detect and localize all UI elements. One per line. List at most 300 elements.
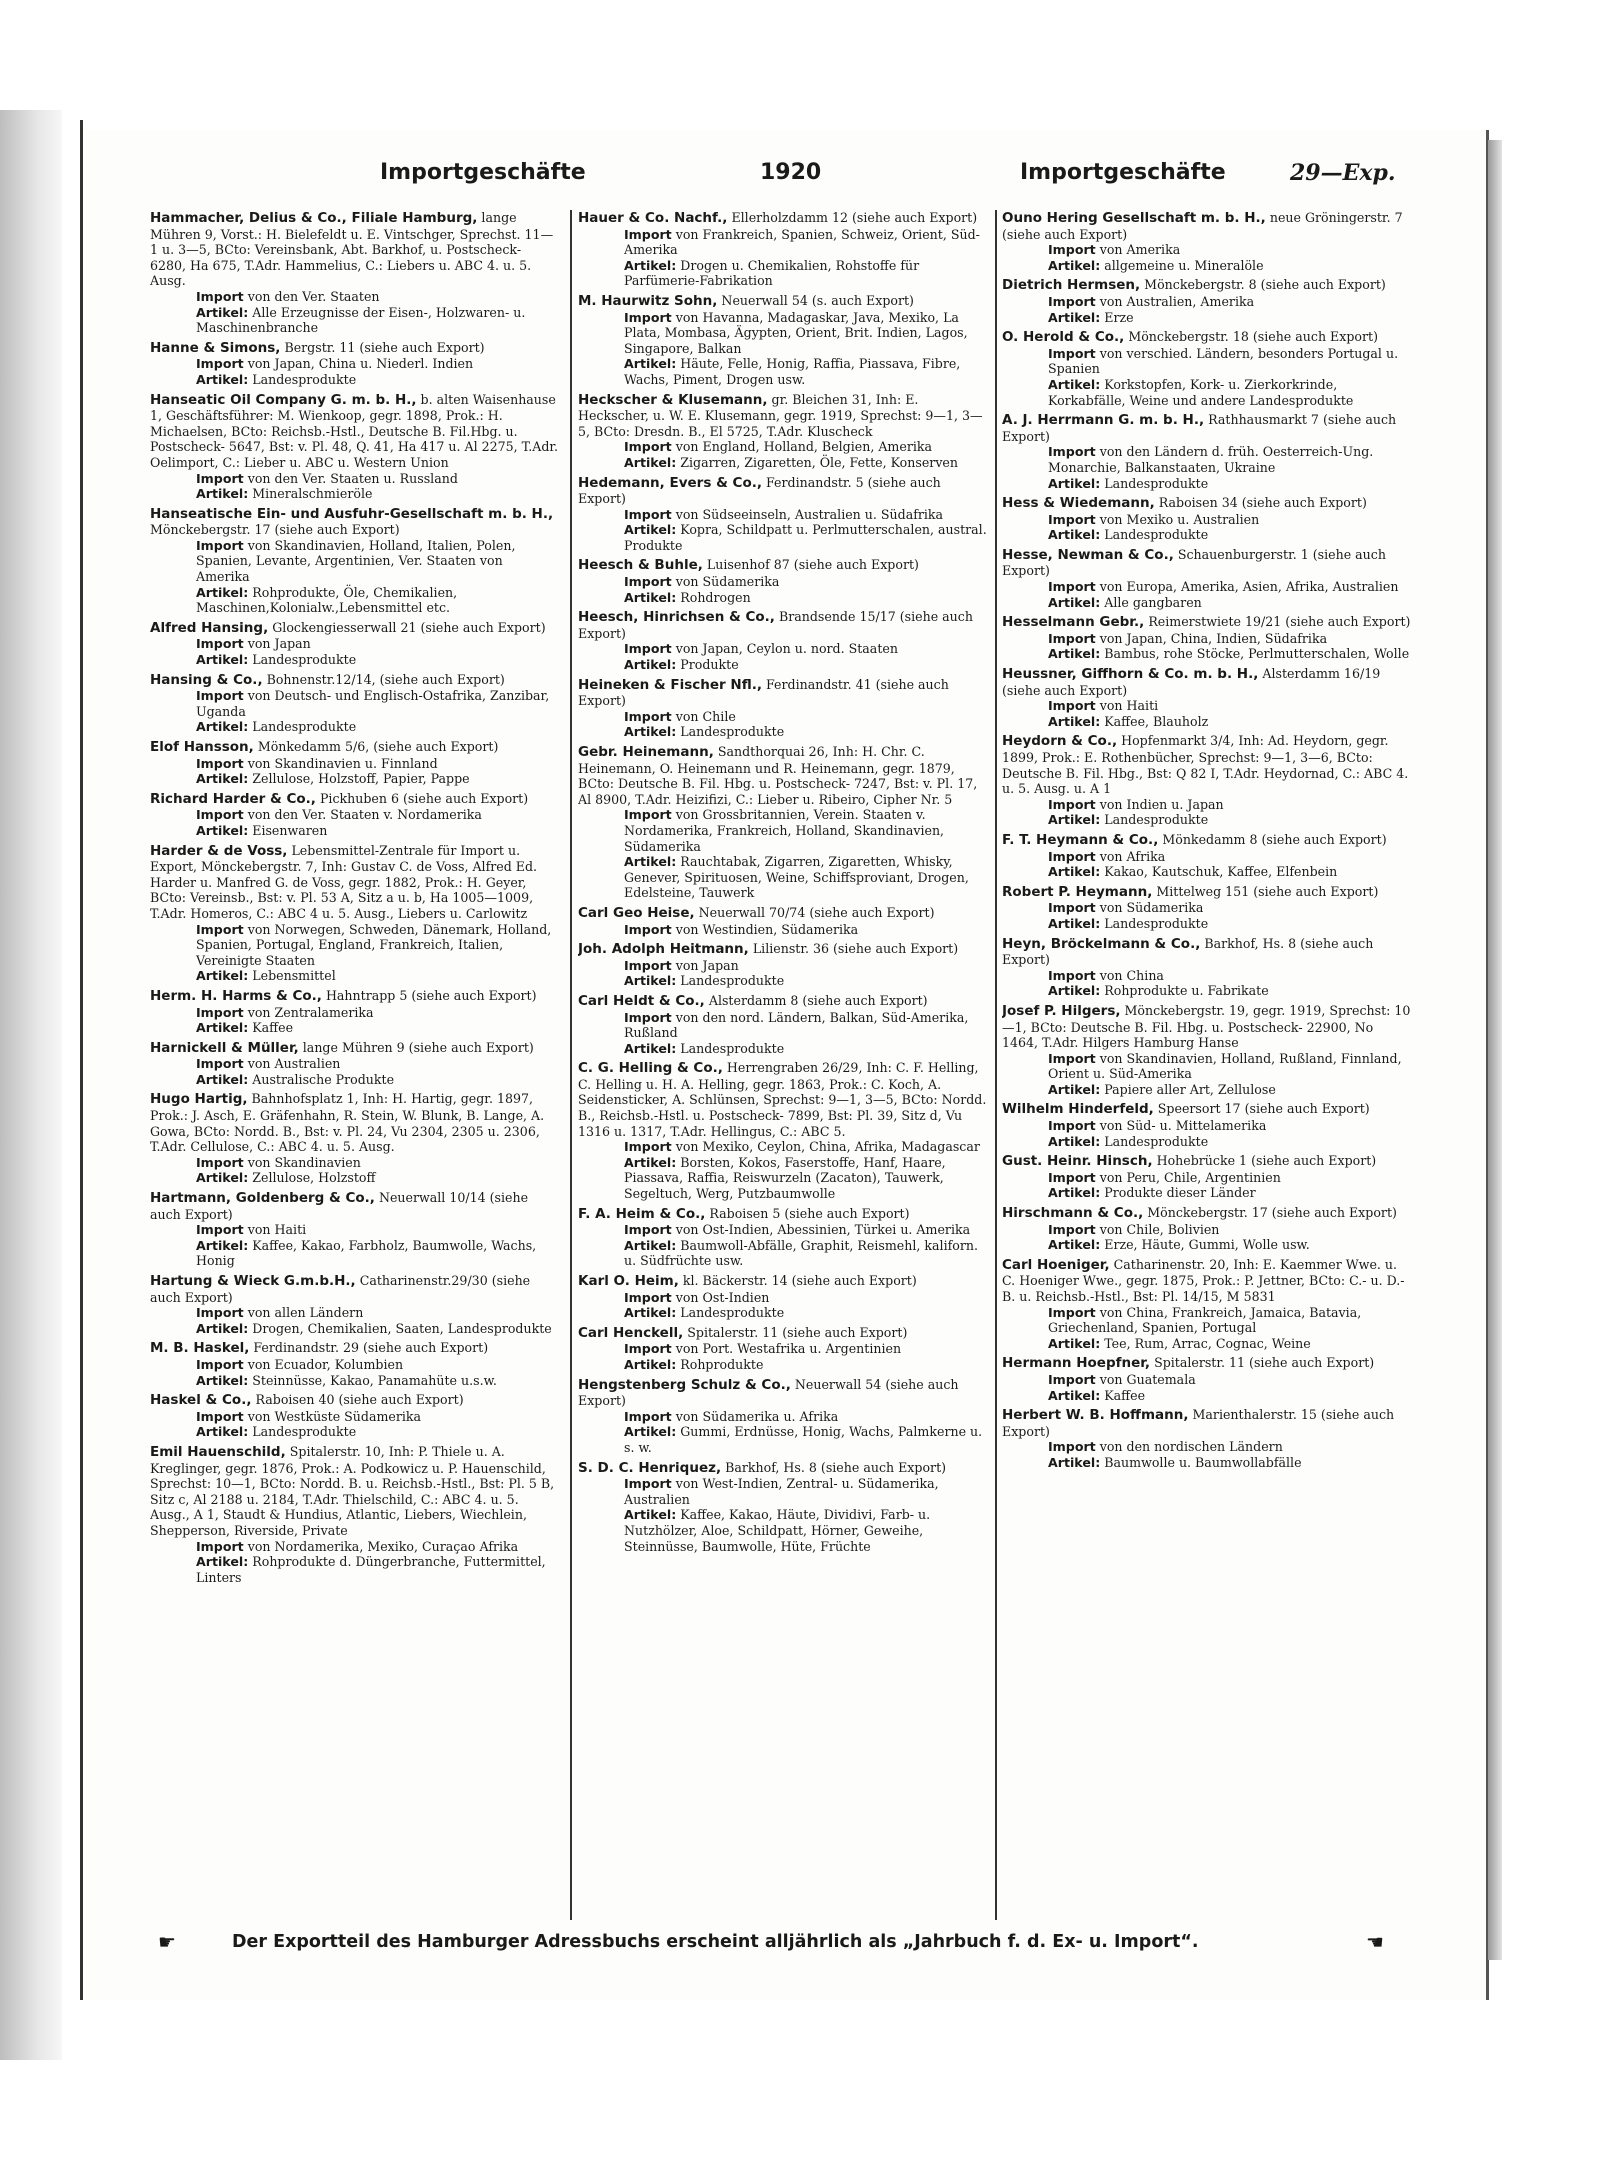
- directory-entry: [1002, 832, 1412, 880]
- detail-keyword: Artikel:: [624, 1305, 677, 1321]
- detail-keyword: Artikel:: [1048, 1387, 1101, 1403]
- detail-keyword: Artikel:: [1048, 309, 1101, 325]
- entry-heading: [578, 941, 988, 958]
- detail-keyword: Artikel:: [196, 1372, 249, 1388]
- detail-text: Rohprodukte: [680, 1356, 764, 1372]
- entry-detail-line: [1002, 1185, 1412, 1201]
- entry-detail-line: [150, 1424, 560, 1440]
- entry-detail-line: [578, 1409, 988, 1425]
- firm-address: Catharinenstr. 20, Inh: E. Kaemmer Wwe. u. C. Hoeniger Wwe., gegr. 1875, Prok.: P. Jettner, BCto: C.- u. D.-B. u. Reichsb.-Hstl., Bst: Pl. 14/15, M 5831: [1002, 1256, 1405, 1304]
- detail-text: von Skandinavien, Holland, Rußland, Finnland, Orient u. Süd-Amerika: [1048, 1050, 1402, 1082]
- directory-entry: [150, 620, 560, 668]
- firm-name: Harnickell & Müller,: [150, 1039, 299, 1056]
- detail-text: von Mexiko, Ceylon, China, Afrika, Madagascar: [675, 1139, 980, 1155]
- entry-detail-line: [578, 807, 988, 854]
- detail-keyword: Artikel:: [624, 657, 677, 673]
- entry-heading: [150, 1190, 560, 1222]
- detail-text: von Skandinavien: [247, 1154, 361, 1170]
- detail-keyword: Artikel:: [1048, 376, 1101, 392]
- directory-entry: [578, 609, 988, 672]
- firm-name: M. Haurwitz Sohn,: [578, 292, 718, 309]
- firm-name: Hugo Hartig,: [150, 1091, 248, 1108]
- firm-name: Heesch & Buhle,: [578, 557, 703, 574]
- detail-text: von Westindien, Südamerika: [675, 921, 859, 937]
- detail-text: von Zentralamerika: [247, 1004, 374, 1020]
- detail-keyword: Import: [196, 1305, 244, 1321]
- directory-entry: [578, 993, 988, 1056]
- entry-detail-line: [150, 1539, 560, 1555]
- detail-text: von Japan, Ceylon u. nord. Staaten: [675, 641, 898, 657]
- directory-entry: [150, 1340, 560, 1388]
- running-header: [130, 160, 1420, 200]
- entry-detail-line: [578, 439, 988, 455]
- entry-detail-line: [578, 641, 988, 657]
- detail-text: von Ecuador, Kolumbien: [247, 1356, 404, 1372]
- directory-entry: [578, 392, 988, 471]
- entry-detail-line: [578, 724, 988, 740]
- header-left-title: Importgeschäfte: [380, 160, 586, 185]
- firm-address: Brandsende 15/17 (siehe auch Export): [578, 609, 973, 641]
- entry-detail-line: [1002, 968, 1412, 984]
- firm-address: Bohnenstr.12/14, (siehe auch Export): [266, 671, 505, 687]
- firm-address: Raboisen 34 (siehe auch Export): [1158, 495, 1367, 511]
- entry-heading: [1002, 412, 1412, 444]
- detail-keyword: Artikel:: [1048, 1133, 1101, 1149]
- detail-keyword: Artikel:: [624, 454, 677, 470]
- detail-keyword: Artikel:: [1048, 983, 1101, 999]
- directory-entry: [1002, 1257, 1412, 1352]
- detail-keyword: Artikel:: [1048, 1237, 1101, 1253]
- detail-text: von Europa, Amerika, Asien, Afrika, Australien: [1099, 579, 1399, 595]
- firm-address: Spitalerstr. 11 (siehe auch Export): [1154, 1355, 1375, 1371]
- directory-entry: [1002, 1407, 1412, 1470]
- firm-name: Hanseatic Oil Company G. m. b. H.,: [150, 391, 417, 408]
- firm-address: Pickhuben 6 (siehe auch Export): [319, 790, 529, 806]
- entry-detail-line: [1002, 242, 1412, 258]
- entry-detail-line: [150, 1222, 560, 1238]
- directory-entry: [150, 340, 560, 388]
- detail-text: Landesprodukte: [252, 652, 357, 668]
- firm-address: Mönckebergstr. 18 (siehe auch Export): [1128, 329, 1378, 345]
- footer-notice: [150, 1930, 1420, 1964]
- detail-keyword: Artikel:: [196, 304, 249, 320]
- firm-name: Richard Harder & Co.,: [150, 790, 316, 807]
- detail-keyword: Artikel:: [196, 584, 249, 600]
- directory-entry: [578, 1377, 988, 1456]
- detail-keyword: Artikel:: [196, 486, 249, 502]
- directory-entry: [578, 905, 988, 937]
- detail-text: von China, Frankreich, Jamaica, Batavia, Griechenland, Spanien, Portugal: [1048, 1304, 1362, 1336]
- detail-text: Landesprodukte: [1104, 475, 1209, 491]
- entry-detail-line: [150, 538, 560, 585]
- entry-heading: [150, 340, 560, 357]
- firm-name: Ouno Hering Gesellschaft m. b. H.,: [1002, 210, 1266, 226]
- firm-name: Heesch, Hinrichsen & Co.,: [578, 609, 775, 626]
- entry-heading: [1002, 733, 1412, 796]
- directory-entry: [150, 506, 560, 616]
- firm-address: b. alten Waisenhause 1, Geschäftsführer: M. Wienkoop, gegr. 1898, Prok.: H. Michaelsen, BCto: Reichsb.-Hstl., Deutsche B. Fil.Hbg. u. Postscheck- 5647, Bst: v. Pl. 48, Q. 41, Ha 417 u. Al 2275, T.Adr. Oelimport, C.: Lieber u. ABC u. Western Union: [150, 391, 559, 470]
- detail-text: Landesprodukte: [680, 973, 785, 989]
- detail-text: Landesprodukte: [252, 719, 357, 735]
- detail-text: von Australien, Amerika: [1099, 293, 1255, 309]
- entry-detail-line: [150, 807, 560, 823]
- detail-keyword: Import: [1048, 1371, 1096, 1387]
- entry-heading: [578, 210, 988, 227]
- firm-name: Hartung & Wieck G.m.b.H.,: [150, 1273, 356, 1289]
- firm-address: Sandthorquai 26, Inh: H. Chr. C. Heinemann, O. Heinemann und R. Heinemann, gegr. 1879, BCto: Deutsche B. Fil. Hbg. u. Postscheck- 7247, Bst: v. Pl. 17, Al 8900, T.Adr. Heizifizi, C.: Lieber u. Ribeiro, Cipher Nr. 5: [578, 744, 978, 807]
- detail-keyword: Import: [624, 574, 672, 590]
- directory-entry: [578, 1273, 988, 1321]
- firm-address: Mönkedamm 8 (siehe auch Export): [1162, 831, 1387, 847]
- firm-address: Mönckebergstr. 19, gegr. 1919, Sprechst: 10—1, BCto: Deutsche B. Fil. Hbg. u. Postscheck- 22900, No 1464, T.Adr. Hilgers Hamburg Hanse: [1002, 1002, 1411, 1051]
- detail-keyword: Import: [1048, 1304, 1096, 1320]
- firm-name: Hesse, Newman & Co.,: [1002, 546, 1174, 563]
- firm-name: Dietrich Hermsen,: [1002, 277, 1141, 294]
- firm-address: Spitalerstr. 10, Inh: P. Thiele u. A. Kreglinger, gegr. 1876, Prok.: A. Podkowicz u. P. Hauenschild, Sprechst: 10—1, BCto: Nordd. B. u. Reichsb.-Hstl., Bst: Pl. 5 B, Sitz c, Al 2188 u. 2184, T.Adr. Thielschild, C.: ABC 4. u. 5. Ausg., A 1, Staudt & Hundius, Atlantic, Liebers, Wiechlein, Shepperson, Riverside, Private: [150, 1443, 555, 1538]
- entry-heading: [150, 1444, 560, 1539]
- detail-keyword: Import: [624, 226, 672, 242]
- directory-entry: [578, 1206, 988, 1269]
- detail-text: von Süd- u. Mittelamerika: [1099, 1118, 1267, 1134]
- firm-name: Harder & de Voss,: [150, 842, 288, 859]
- entry-detail-line: [1002, 1222, 1412, 1238]
- detail-text: Erze: [1104, 309, 1134, 325]
- entry-detail-line: [150, 1409, 560, 1425]
- entry-detail-line: [578, 1341, 988, 1357]
- firm-address: Rathhausmarkt 7 (siehe auch Export): [1002, 412, 1397, 444]
- detail-keyword: Artikel:: [1048, 475, 1101, 491]
- detail-text: Borsten, Kokos, Faserstoffe, Hanf, Haare, Piassava, Raffia, Reiswurzeln (Zacaton), Tauwerk, Segeltuch, Werg, Putzbaumwolle: [624, 1154, 946, 1202]
- firm-address: Luisenhof 87 (siehe auch Export): [706, 557, 919, 573]
- entry-heading: [1002, 1153, 1412, 1170]
- entry-heading: [150, 506, 560, 538]
- detail-text: Rohprodukte u. Fabrikate: [1104, 983, 1269, 999]
- detail-text: von Mexiko u. Australien: [1099, 511, 1260, 527]
- firm-address: Raboisen 5 (siehe auch Export): [709, 1205, 910, 1221]
- detail-keyword: Import: [1048, 796, 1096, 812]
- entry-heading: [1002, 210, 1412, 242]
- entry-heading: [1002, 666, 1412, 698]
- detail-keyword: Import: [624, 1222, 672, 1238]
- entry-detail-line: [1002, 849, 1412, 865]
- detail-keyword: Import: [624, 1289, 672, 1305]
- entry-detail-line: [150, 652, 560, 668]
- directory-entry: [1002, 884, 1412, 932]
- directory-entry: [578, 1325, 988, 1373]
- detail-keyword: Artikel:: [624, 1356, 677, 1372]
- firm-address: Ellerholzdamm 12 (siehe auch Export): [731, 210, 978, 225]
- entry-detail-line: [578, 1139, 988, 1155]
- firm-name: Carl Henckell,: [578, 1324, 684, 1341]
- entry-heading: [578, 293, 988, 310]
- detail-keyword: Import: [624, 309, 672, 325]
- detail-text: von Japan, China, Indien, Südafrika: [1099, 630, 1328, 646]
- detail-text: Drogen u. Chemikalien, Rohstoffe für Parfümerie-Fabrikation: [624, 257, 920, 289]
- entry-heading: [1002, 614, 1412, 631]
- detail-keyword: Artikel:: [1048, 713, 1101, 729]
- detail-keyword: Import: [624, 807, 672, 823]
- detail-keyword: Import: [1048, 630, 1096, 646]
- detail-keyword: Import: [1048, 967, 1096, 983]
- detail-keyword: Import: [196, 807, 244, 823]
- directory-entry: [150, 1444, 560, 1585]
- detail-text: von verschied. Ländern, besonders Portugal u. Spanien: [1048, 345, 1399, 377]
- directory-entry: [150, 1040, 560, 1088]
- entry-heading: [578, 1460, 988, 1477]
- firm-address: lange Mühren 9, Vorst.: H. Bielefeldt u. E. Vintschger, Sprechst. 11—1 u. 3—5, BCto: Vereinsbank, Abt. Barkhof, u. Postscheck- 6280, Ha 675, T.Adr. Hammelius, C.: Liebers u. ABC 4. u. 5. Ausg.: [150, 210, 554, 289]
- detail-keyword: Artikel:: [196, 822, 249, 838]
- directory-entry: [578, 1060, 988, 1201]
- page-edge-shadow: [1488, 140, 1502, 1960]
- firm-name: Hauer & Co. Nachf.,: [578, 210, 728, 226]
- entry-detail-line: [150, 305, 560, 336]
- detail-text: von England, Holland, Belgien, Amerika: [675, 439, 933, 455]
- firm-address: Ferdinandstr. 29 (siehe auch Export): [253, 1340, 489, 1356]
- entry-detail-line: [1002, 512, 1412, 528]
- entry-detail-line: [578, 1222, 988, 1238]
- column-3: [1002, 210, 1412, 1920]
- header-year: 1920: [760, 160, 822, 185]
- column-2: [578, 210, 988, 1920]
- detail-keyword: Artikel:: [624, 724, 677, 740]
- detail-text: Drogen, Chemikalien, Saaten, Landesprodukte: [252, 1320, 552, 1336]
- column-rule: [995, 210, 997, 1920]
- entry-detail-line: [150, 636, 560, 652]
- directory-entry: [150, 843, 560, 984]
- detail-keyword: Import: [1048, 900, 1096, 916]
- detail-keyword: Artikel:: [624, 973, 677, 989]
- entry-detail-line: [150, 1357, 560, 1373]
- directory-entry: [150, 988, 560, 1036]
- detail-keyword: Import: [196, 636, 244, 652]
- entry-detail-line: [150, 1020, 560, 1036]
- detail-text: Landesprodukte: [252, 371, 357, 387]
- detail-text: von Afrika: [1099, 848, 1166, 864]
- entry-detail-line: [1002, 1388, 1412, 1404]
- entry-heading: [578, 993, 988, 1010]
- firm-name: Alfred Hansing,: [150, 619, 269, 636]
- entry-detail-line: [150, 1321, 560, 1337]
- detail-text: von den nordischen Ländern: [1099, 1439, 1283, 1455]
- firm-address: Mönckebergstr. 17 (siehe auch Export): [150, 522, 400, 538]
- detail-text: Kaffee: [1104, 1387, 1146, 1403]
- directory-entry: [1002, 1205, 1412, 1253]
- entry-detail-line: [1002, 294, 1412, 310]
- firm-name: Hansing & Co.,: [150, 671, 263, 688]
- detail-keyword: Import: [196, 1356, 244, 1372]
- detail-text: von Nordamerika, Mexiko, Curaçao Afrika: [247, 1538, 519, 1554]
- entry-heading: [578, 1060, 988, 1139]
- detail-keyword: Import: [624, 1476, 672, 1492]
- detail-text: Australische Produkte: [252, 1071, 395, 1087]
- detail-keyword: Artikel:: [1048, 1081, 1101, 1097]
- firm-name: Hedemann, Evers & Co.,: [578, 474, 762, 491]
- firm-name: Karl O. Heim,: [578, 1273, 679, 1289]
- detail-keyword: Artikel:: [196, 1554, 249, 1570]
- detail-keyword: Import: [624, 708, 672, 724]
- detail-text: allgemeine u. Mineralöle: [1104, 257, 1264, 273]
- detail-keyword: Artikel:: [1048, 1335, 1101, 1351]
- entry-detail-line: [150, 1155, 560, 1171]
- entry-detail-line: [578, 455, 988, 471]
- directory-entry: [150, 1091, 560, 1186]
- directory-entry: [578, 1460, 988, 1555]
- detail-keyword: Artikel:: [624, 1040, 677, 1056]
- entry-detail-line: [1002, 864, 1412, 880]
- detail-text: Landesprodukte: [680, 1040, 785, 1056]
- directory-entry: [578, 293, 988, 388]
- detail-text: von Indien u. Japan: [1099, 796, 1224, 812]
- firm-address: Hahntrapp 5 (siehe auch Export): [325, 987, 537, 1003]
- entry-heading: [150, 672, 560, 689]
- directory-entry: [578, 557, 988, 605]
- entry-heading: [578, 475, 988, 507]
- entry-detail-line: [578, 958, 988, 974]
- detail-keyword: Artikel:: [624, 1507, 677, 1523]
- entry-detail-line: [1002, 698, 1412, 714]
- directory-entry: [1002, 547, 1412, 610]
- detail-keyword: Artikel:: [1048, 1454, 1101, 1470]
- detail-text: Kaffee, Blauholz: [1104, 713, 1209, 729]
- entry-detail-line: [150, 688, 560, 719]
- entry-heading: [1002, 936, 1412, 968]
- detail-text: Rauchtabak, Zigarren, Zigaretten, Whisky, Genever, Spirituosen, Weine, Schiffsproviant, Drogen, Edelsteine, Tauwerk: [624, 854, 969, 901]
- firm-address: Barkhof, Hs. 8 (siehe auch Export): [725, 1459, 947, 1475]
- directory-entry: [1002, 1003, 1412, 1098]
- detail-text: Zigarren, Zigaretten, Öle, Fette, Konserven: [680, 454, 958, 470]
- firm-address: Lilienstr. 36 (siehe auch Export): [752, 941, 959, 957]
- detail-keyword: Import: [624, 957, 672, 973]
- entry-heading: [1002, 277, 1412, 294]
- entry-heading: [150, 791, 560, 808]
- firm-name: Heyn, Bröckelmann & Co.,: [1002, 935, 1201, 952]
- detail-keyword: Import: [1048, 293, 1096, 309]
- firm-address: Barkhof, Hs. 8 (siehe auch Export): [1002, 935, 1374, 968]
- header-right-title: Importgeschäfte: [1020, 160, 1226, 185]
- directory-entry: [1002, 733, 1412, 828]
- entry-detail-line: [578, 709, 988, 725]
- detail-keyword: Import: [624, 506, 672, 522]
- entry-heading: [150, 210, 560, 289]
- entry-heading: [578, 1273, 988, 1290]
- detail-text: Mineralschmieröle: [252, 486, 373, 502]
- detail-text: Zellulose, Holzstoff: [252, 1170, 376, 1186]
- detail-keyword: Artikel:: [624, 1154, 677, 1170]
- detail-text: Landesprodukte: [252, 1424, 357, 1440]
- detail-text: Häute, Felle, Honig, Raffia, Piassava, Fibre, Wachs, Piment, Drogen usw.: [624, 356, 961, 387]
- firm-address: lange Mühren 9 (siehe auch Export): [302, 1039, 534, 1055]
- directory-entry: [150, 392, 560, 502]
- firm-address: Neuerwall 54 (s. auch Export): [721, 292, 914, 308]
- column-1: [150, 210, 560, 1920]
- detail-keyword: Import: [624, 1341, 672, 1357]
- detail-keyword: Artikel:: [196, 1170, 249, 1186]
- detail-text: von Japan: [675, 957, 739, 973]
- entry-detail-line: [578, 922, 988, 938]
- detail-keyword: Artikel:: [1048, 915, 1101, 931]
- detail-keyword: Import: [1048, 242, 1096, 258]
- entry-heading: [578, 1325, 988, 1342]
- entry-detail-line: [578, 1476, 988, 1507]
- detail-text: von Guatemala: [1099, 1371, 1196, 1387]
- firm-address: Lebensmittel-Zentrale für Import u. Export, Mönckebergstr. 7, Inh: Gustav C. de Voss, Alfred Ed. Harder u. Manfred G. de Voss, gegr. 1882, Prok.: H. Geyer, BCto: Vereinsb., Bst: v. Pl. 53 A, Sitz a u. b, Ha 1005—1009, T.Adr. Homeros, C.: ABC 4 u. 5. Ausg., Liebers u. Carlowitz: [150, 842, 538, 921]
- entry-detail-line: [578, 973, 988, 989]
- column-rule: [570, 210, 572, 1920]
- firm-name: Elof Hansson,: [150, 739, 254, 755]
- directory-entry: [1002, 1101, 1412, 1149]
- entry-detail-line: [1002, 1118, 1412, 1134]
- detail-text: Korkstopfen, Kork- u. Zierkorkrinde, Korkabfälle, Weine und andere Landesprodukte: [1048, 376, 1354, 408]
- detail-keyword: Import: [196, 1056, 244, 1072]
- firm-address: Neuerwall 54 (siehe auch Export): [578, 1376, 959, 1409]
- footer-text: Der Exportteil des Hamburger Adressbuchs erscheint alljährlich als „Jahrbuch f. d. Ex- u. Import“.: [232, 1932, 1199, 1952]
- directory-entry: [1002, 936, 1412, 999]
- entry-heading: [150, 1091, 560, 1154]
- firm-address: Alsterdamm 16/19 (siehe auch Export): [1002, 666, 1381, 698]
- detail-keyword: Artikel:: [624, 257, 677, 273]
- entry-heading: [578, 744, 988, 807]
- firm-name: Joh. Adolph Heitmann,: [578, 941, 749, 958]
- detail-text: von den Ländern d. früh. Oesterreich-Ung. Monarchie, Balkanstaaten, Ukraine: [1048, 444, 1374, 475]
- entry-detail-line: [1002, 1439, 1412, 1455]
- detail-text: von Südamerika: [675, 574, 780, 590]
- firm-address: Herrengraben 26/29, Inh: C. F. Helling, C. Helling u. H. A. Helling, gegr. 1863, Prok.: C. Koch, A. Seidensticker, A. Schlünsen, Sprechst: 9—1, 3—5, BCto: Nordd. B., Reichsb.-Hstl. u. Postscheck- 7899, Bst: Pl. 39, Sitz d, Vu 1316 u. 1317, T.Adr. Hellingus, C.: ABC 5.: [578, 1060, 987, 1139]
- entry-heading: [578, 392, 988, 440]
- directory-entry: [150, 739, 560, 787]
- firm-name: Carl Geo Heise,: [578, 904, 695, 921]
- firm-address: Ferdinandstr. 41 (siehe auch Export): [578, 676, 949, 709]
- entry-detail-line: [578, 1424, 988, 1455]
- entry-detail-line: [150, 1305, 560, 1321]
- detail-text: Landesprodukte: [680, 724, 785, 740]
- entry-detail-line: [578, 1305, 988, 1321]
- entry-heading: [1002, 1407, 1412, 1439]
- firm-name: Robert P. Heymann,: [1002, 883, 1153, 900]
- entry-heading: [1002, 832, 1412, 849]
- entry-detail-line: [150, 968, 560, 984]
- detail-keyword: Artikel:: [196, 771, 249, 787]
- detail-keyword: Import: [196, 688, 244, 704]
- detail-keyword: Import: [1048, 444, 1096, 460]
- firm-name: Hermann Hoepfner,: [1002, 1355, 1151, 1372]
- detail-text: von Australien: [247, 1056, 341, 1072]
- detail-keyword: Artikel:: [196, 371, 249, 387]
- firm-name: Carl Hoeniger,: [1002, 1256, 1110, 1273]
- detail-text: von Japan, China u. Niederl. Indien: [247, 356, 474, 372]
- entry-detail-line: [1002, 1237, 1412, 1253]
- entry-detail-line: [578, 227, 988, 258]
- entry-heading: [1002, 495, 1412, 512]
- entry-detail-line: [578, 522, 988, 553]
- detail-text: von Port. Westafrika u. Argentinien: [675, 1341, 902, 1357]
- entry-heading: [578, 609, 988, 641]
- detail-text: Landesprodukte: [1104, 527, 1209, 543]
- directory-entry: [1002, 412, 1412, 491]
- firm-name: Heckscher & Klusemann,: [578, 391, 768, 408]
- entry-heading: [1002, 884, 1412, 901]
- entry-detail-line: [578, 356, 988, 387]
- firm-name: Heussner, Giffhorn & Co. m. b. H.,: [1002, 666, 1259, 683]
- detail-text: von Südamerika: [1099, 900, 1204, 916]
- detail-keyword: Artikel:: [196, 1237, 249, 1253]
- entry-detail-line: [578, 1238, 988, 1269]
- firm-name: Emil Hauenschild,: [150, 1443, 286, 1460]
- entry-detail-line: [578, 854, 988, 901]
- entry-detail-line: [1002, 983, 1412, 999]
- firm-address: gr. Bleichen 31, Inh: E. Heckscher, u. W. E. Klusemann, gegr. 1919, Sprechst: 9—1, 3—5, BCto: Dresdn. B., El 5725, T.Adr. Kluscheck: [578, 391, 983, 439]
- detail-text: Tee, Rum, Arrac, Cognac, Weine: [1104, 1335, 1311, 1351]
- entry-heading: [150, 739, 560, 756]
